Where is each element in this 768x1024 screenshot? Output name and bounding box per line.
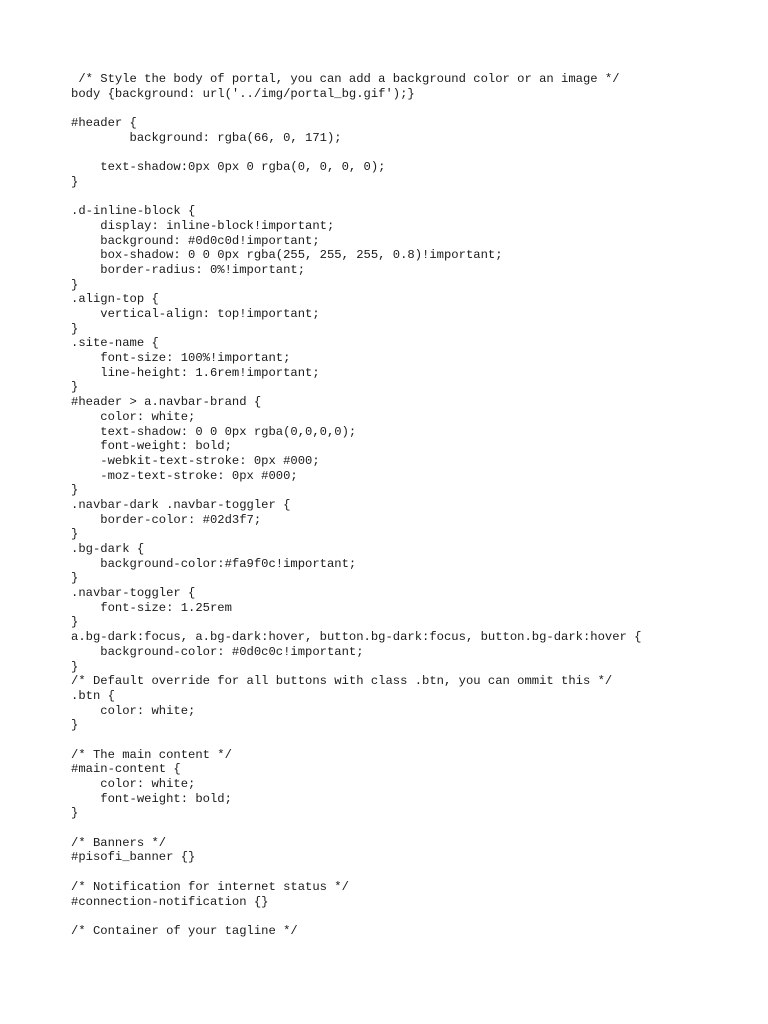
code-line: /* Notification for internet status */ bbox=[71, 879, 349, 894]
code-line: #header { bbox=[71, 116, 137, 131]
code-line: box-shadow: 0 0 0px rgba(255, 255, 255, 0.8)!important; bbox=[71, 248, 503, 263]
code-line: /* The main content */ bbox=[71, 747, 232, 762]
code-line: } bbox=[71, 527, 79, 542]
code-line: -webkit-text-stroke: 0px #000; bbox=[71, 453, 320, 468]
code-line bbox=[71, 190, 641, 205]
code-line: .site-name { bbox=[71, 336, 159, 351]
code-line bbox=[71, 145, 641, 160]
code-line: -moz-text-stroke: 0px #000; bbox=[71, 468, 298, 483]
code-line bbox=[71, 909, 641, 924]
code-line: /* Default override for all buttons with class .btn, you can ommit this */ bbox=[71, 674, 613, 689]
code-line: display: inline-block!important; bbox=[71, 218, 335, 233]
code-line: } bbox=[71, 380, 79, 395]
code-line: } bbox=[71, 483, 79, 498]
code-line: text-shadow:0px 0px 0 rgba(0, 0, 0, 0); bbox=[71, 160, 386, 175]
code-line: line-height: 1.6rem!important; bbox=[71, 365, 320, 380]
code-line: font-size: 1.25rem bbox=[71, 600, 232, 615]
code-line: .navbar-dark .navbar-toggler { bbox=[71, 497, 291, 512]
code-line: vertical-align: top!important; bbox=[71, 307, 320, 321]
code-line bbox=[71, 101, 641, 116]
code-line: background: #0d0c0d!important; bbox=[71, 233, 320, 248]
code-line: color: white; bbox=[71, 777, 196, 791]
code-line bbox=[71, 733, 641, 748]
code-line bbox=[71, 821, 641, 836]
code-line: color: white; bbox=[71, 703, 196, 718]
code-line: } bbox=[71, 174, 79, 189]
code-line: } bbox=[71, 806, 79, 821]
code-line: color: white; bbox=[71, 409, 196, 424]
code-line: #main-content { bbox=[71, 762, 181, 777]
code-line: background-color: #0d0c0c!important; bbox=[71, 644, 364, 659]
code-line: #pisofi_banner {} bbox=[71, 850, 196, 865]
code-line: background-color:#fa9f0c!important; bbox=[71, 556, 357, 571]
code-line: #header > a.navbar-brand { bbox=[71, 395, 262, 410]
code-line: } bbox=[71, 571, 79, 586]
code-line: background: rgba(66, 0, 171); bbox=[71, 130, 342, 145]
code-line: font-weight: bold; bbox=[71, 791, 232, 806]
code-line: .bg-dark { bbox=[71, 542, 145, 556]
code-line: .navbar-toggler { bbox=[71, 586, 196, 601]
code-line: border-color: #02d3f7; bbox=[71, 512, 262, 527]
code-line: .btn { bbox=[71, 688, 115, 703]
code-line: font-weight: bold; bbox=[71, 439, 232, 454]
code-listing bbox=[71, 72, 641, 939]
code-line: .align-top { bbox=[71, 292, 159, 307]
code-line: /* Container of your tagline */ bbox=[71, 923, 298, 938]
code-line: text-shadow: 0 0 0px rgba(0,0,0,0); bbox=[71, 424, 357, 439]
code-line: } bbox=[71, 659, 79, 674]
code-line: border-radius: 0%!important; bbox=[71, 262, 306, 277]
code-line: #connection-notification {} bbox=[71, 894, 269, 909]
code-line bbox=[71, 865, 641, 880]
code-line: } bbox=[71, 277, 79, 292]
code-line: /* Style the body of portal, you can add a background color or an image */ bbox=[71, 72, 620, 86]
code-line: } bbox=[71, 718, 79, 733]
code-line: /* Banners */ bbox=[71, 835, 167, 850]
code-line: a.bg-dark:focus, a.bg-dark:hover, button.bg-dark:focus, button.bg-dark:hover { bbox=[71, 630, 642, 645]
code-line: } bbox=[71, 615, 79, 630]
code-line: .d-inline-block { bbox=[71, 204, 196, 219]
code-line: font-size: 100%!important; bbox=[71, 351, 291, 366]
code-line: } bbox=[71, 321, 79, 336]
code-line: body {background: url('../img/portal_bg.gif');} bbox=[71, 86, 415, 101]
